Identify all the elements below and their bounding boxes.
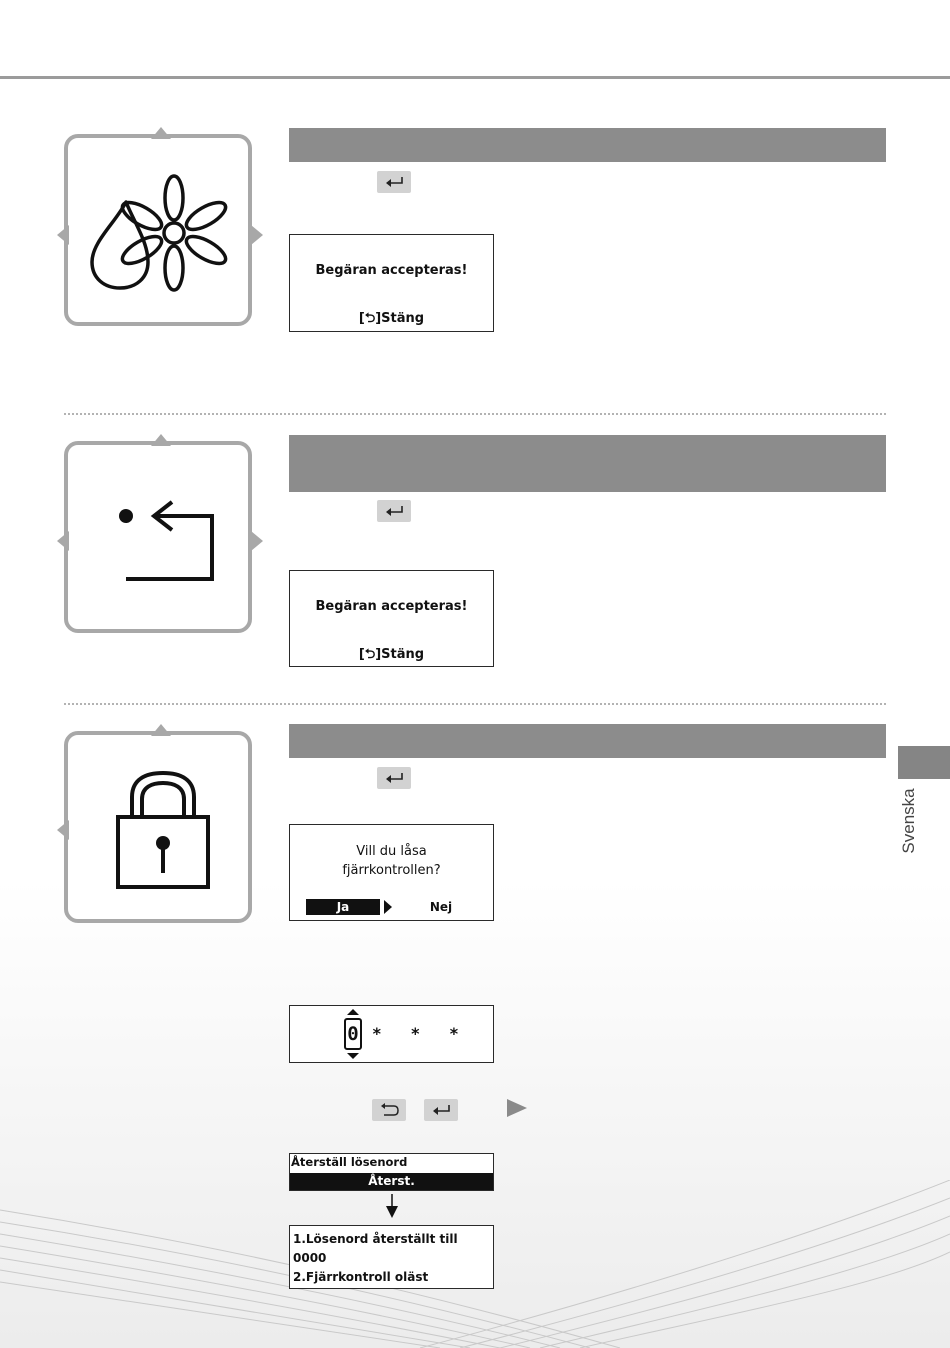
- arrow-left-icon[interactable]: [56, 530, 70, 552]
- section-heading-bar: [289, 435, 886, 492]
- result-line3: 2.Fjärrkontroll oläst: [293, 1270, 429, 1284]
- arrow-left-icon[interactable]: [56, 819, 70, 841]
- language-label: Svenska: [899, 788, 918, 854]
- lcd-cursor-triangle-icon: [383, 899, 393, 915]
- arrow-up-icon[interactable]: [150, 723, 172, 737]
- fan-water-drop-icon: [68, 138, 248, 322]
- reset-menu-selected[interactable]: Återst.: [290, 1173, 493, 1190]
- lcd-close-hint: [⮌]Stäng: [358, 311, 425, 326]
- lcd-confirmation-screen: [289, 234, 494, 332]
- lcd-question-line1: Vill du låsa: [356, 844, 427, 859]
- enter-key-icon[interactable]: [377, 500, 411, 522]
- lcd-password-screen: [289, 1005, 494, 1063]
- enter-key-icon[interactable]: [424, 1099, 458, 1121]
- arrow-left-icon[interactable]: [56, 224, 70, 246]
- right-triangle-icon[interactable]: [505, 1097, 529, 1119]
- arrow-up-icon[interactable]: [150, 126, 172, 140]
- password-masked-digits: * * *: [372, 1024, 459, 1043]
- lcd-message: Begäran accepteras!: [315, 599, 468, 614]
- reset-menu-title: Återställ lösenord: [291, 1155, 408, 1169]
- arrow-up-icon[interactable]: [150, 433, 172, 447]
- lcd-close-hint: [⮌]Stäng: [358, 647, 425, 662]
- lcd-yes-option[interactable]: Ja: [306, 899, 380, 915]
- lcd-reset-menu: [289, 1153, 494, 1191]
- result-line1: 1.Lösenord återställt till: [293, 1232, 458, 1246]
- lcd-confirmation-screen: [289, 570, 494, 667]
- section-divider: [64, 703, 886, 705]
- padlock-icon: [68, 735, 248, 919]
- lcd-message: Begäran accepteras!: [315, 263, 468, 278]
- section-heading-bar: [289, 128, 886, 162]
- top-rule: [0, 76, 950, 79]
- password-digit[interactable]: 0: [344, 1018, 362, 1050]
- lcd-reset-result: [289, 1225, 494, 1289]
- lcd-question-line2: fjärrkontrollen?: [342, 863, 441, 878]
- section-divider: [64, 413, 886, 415]
- enter-key-icon[interactable]: [377, 767, 411, 789]
- arrow-right-icon[interactable]: [250, 224, 264, 246]
- fan-mode-panel: [64, 134, 252, 326]
- lcd-lock-confirm-screen: [289, 824, 494, 921]
- enter-key-icon[interactable]: [377, 171, 411, 193]
- language-side-tab: [898, 746, 950, 779]
- arrow-right-icon[interactable]: [250, 530, 264, 552]
- result-line2: 0000: [293, 1251, 327, 1265]
- return-dot-arrow-icon: [68, 445, 248, 629]
- digit-down-triangle-icon: [346, 1052, 360, 1060]
- down-arrow-icon: [384, 1194, 400, 1220]
- section-heading-bar: [289, 724, 886, 758]
- lcd-no-option[interactable]: Nej: [429, 900, 453, 914]
- digit-up-triangle-icon: [346, 1008, 360, 1016]
- return-panel: [64, 441, 252, 633]
- lock-panel: [64, 731, 252, 923]
- back-key-icon[interactable]: [372, 1099, 406, 1121]
